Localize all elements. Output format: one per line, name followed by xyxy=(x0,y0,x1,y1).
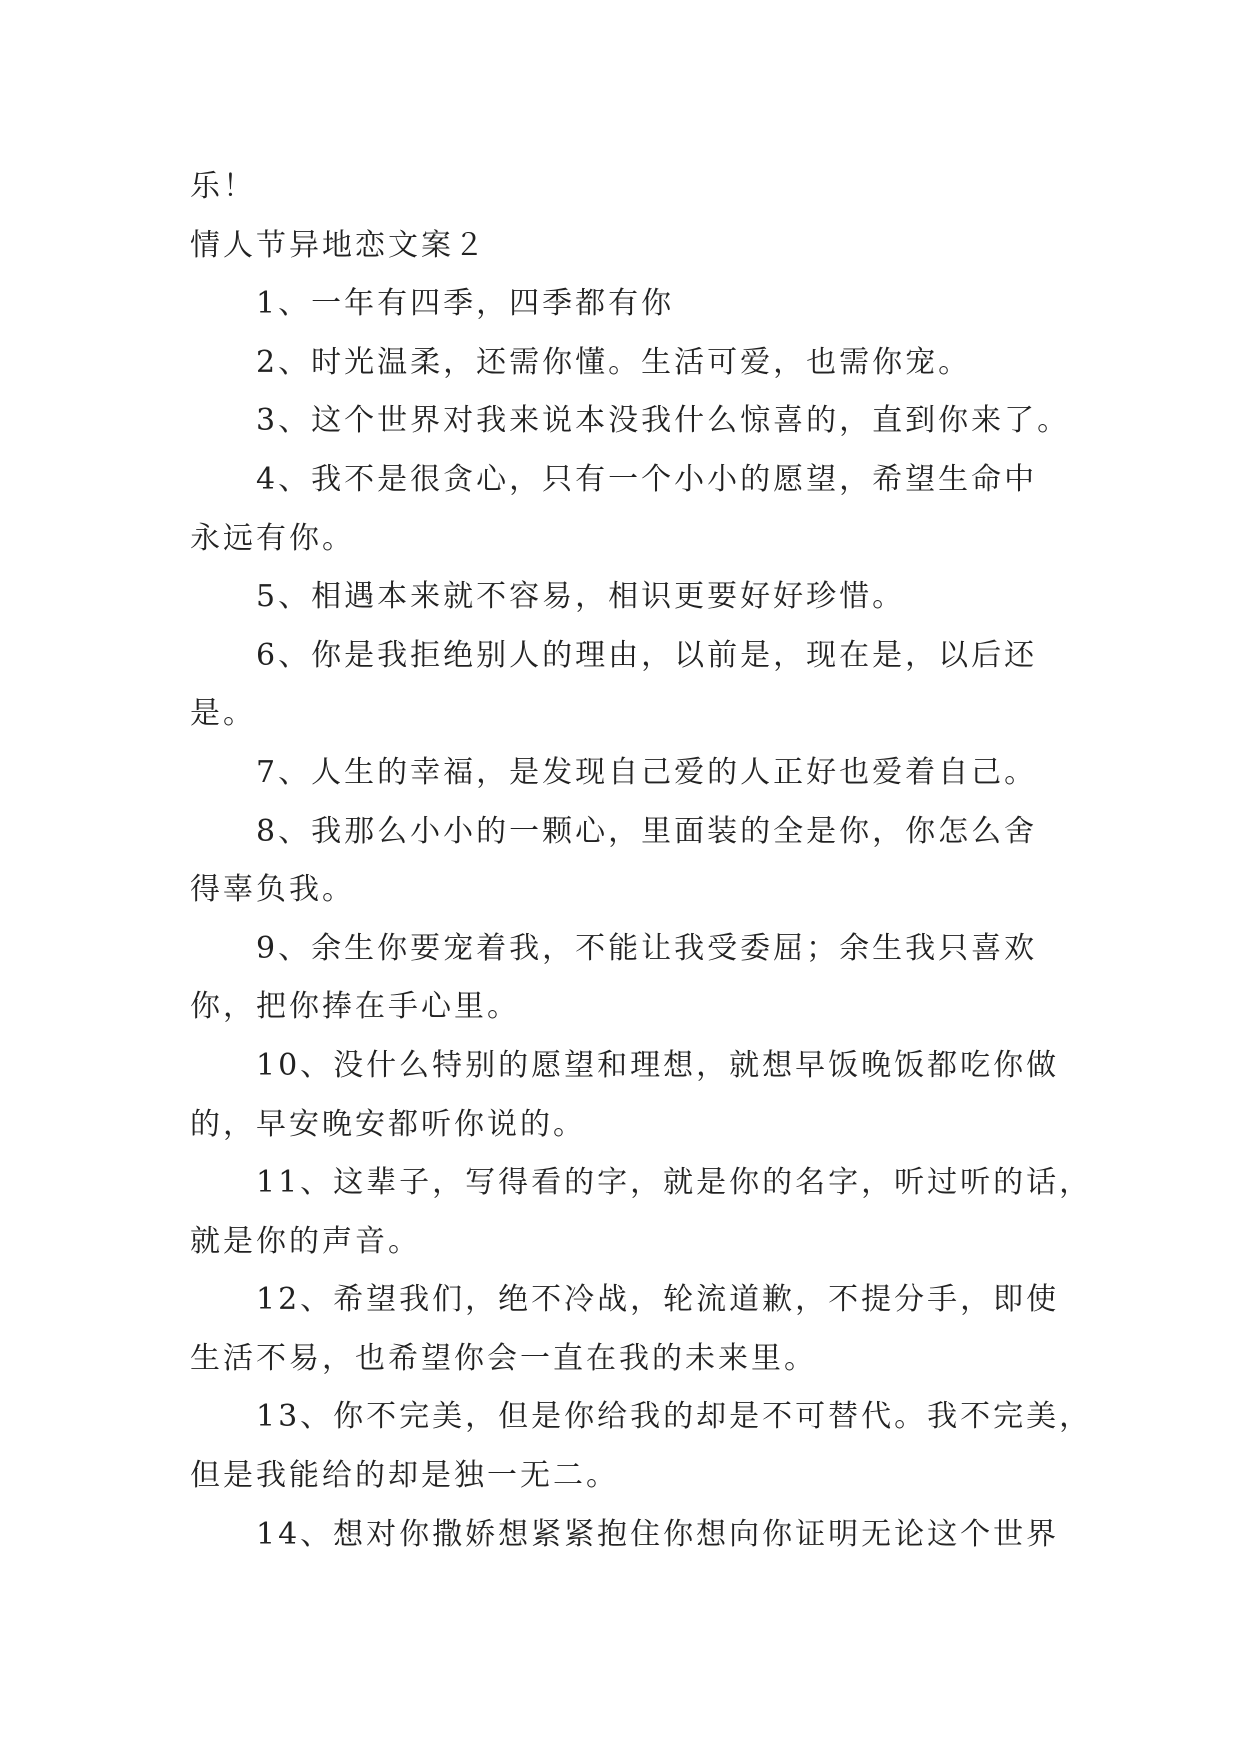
paragraph-line: 生活不易，也希望你会一直在我的未来里。 xyxy=(190,1340,817,1376)
paragraph-line: 14、想对你撒娇想紧紧抱住你想向你证明无论这个世界 xyxy=(256,1516,1060,1552)
paragraph-line: 12、希望我们，绝不冷战，轮流道歉，不提分手，即使 xyxy=(256,1282,1060,1318)
paragraph-line: 8、我那么小小的一颗心，里面装的全是你，你怎么舍 xyxy=(256,813,1038,849)
paragraph-line: 6、你是我拒绝别人的理由，以前是，现在是，以后还 xyxy=(256,637,1038,673)
paragraph-line: 是。 xyxy=(190,696,256,732)
paragraph-line: 得辜负我。 xyxy=(190,872,355,908)
paragraph-line: 永远有你。 xyxy=(190,520,355,556)
paragraph-line: 10、没什么特别的愿望和理想，就想早饭晚饭都吃你做 xyxy=(256,1047,1060,1083)
paragraph-line: 13、你不完美，但是你给我的却是不可替代。我不完美， xyxy=(256,1399,1093,1435)
paragraph-line: 3、这个世界对我来说本没我什么惊喜的，直到你来了。 xyxy=(256,403,1071,439)
paragraph-line: 的，早安晚安都听你说的。 xyxy=(190,1106,586,1142)
paragraph-line: 就是你的声音。 xyxy=(190,1223,421,1259)
paragraph-line: 11、这辈子，写得看的字，就是你的名字，听过听的话， xyxy=(256,1165,1093,1201)
document-body xyxy=(190,158,1093,1564)
section-heading: 情人节异地恋文案２ xyxy=(190,227,487,263)
paragraph-line: 1、一年有四季，四季都有你 xyxy=(256,286,675,322)
paragraph-line: 7、人生的幸福，是发现自己爱的人正好也爱着自己。 xyxy=(256,754,1038,790)
paragraph-line: 你，把你捧在手心里。 xyxy=(190,989,520,1025)
paragraph-line: 2、时光温柔，还需你懂。生活可爱，也需你宠。 xyxy=(256,344,972,380)
paragraph-line: 9、余生你要宠着我，不能让我受委屈；余生我只喜欢 xyxy=(256,930,1038,966)
paragraph-line: 5、相遇本来就不容易，相识更要好好珍惜。 xyxy=(256,579,906,615)
paragraph-line: 但是我能给的却是独一无二。 xyxy=(190,1458,619,1494)
paragraph-line: 4、我不是很贪心，只有一个小小的愿望，希望生命中 xyxy=(256,461,1038,497)
continuation-text: 乐！ xyxy=(190,169,256,204)
